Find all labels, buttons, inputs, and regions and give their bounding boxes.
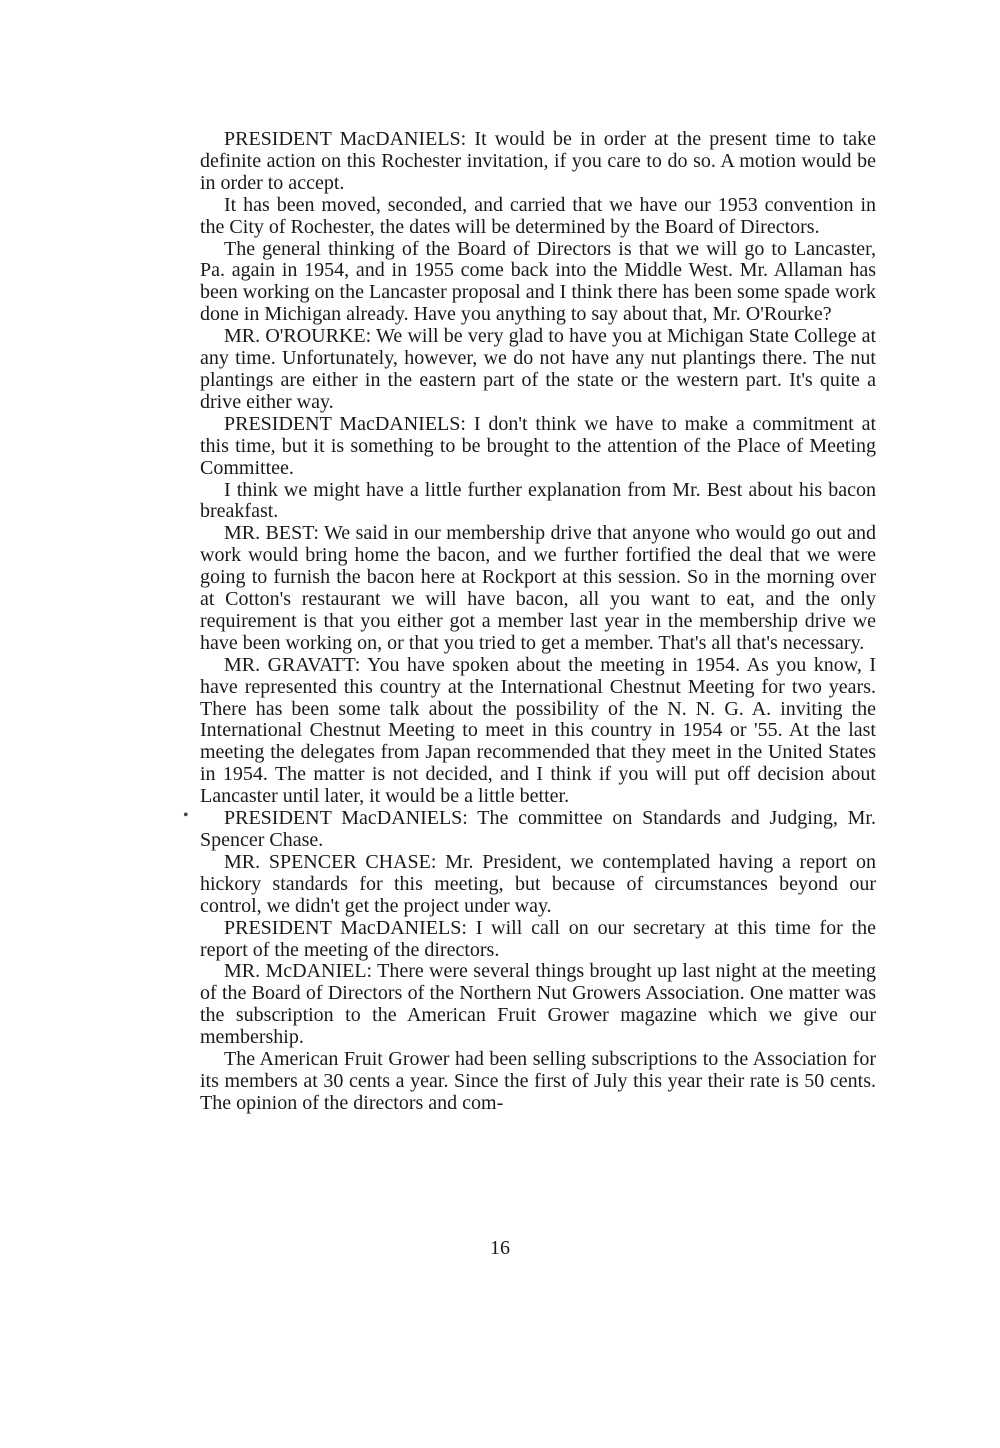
paragraph-best: MR. BEST: We said in our membership drive that anyone who would go out and work would bring home the bacon, and we further fortified the deal that we were going to furnish the bacon here at Rockport at this session. So in the morning over at Cotton's restaurant we will have bacon, all you want to eat, and the only requirement is that you either got a member last year in the membership drive we have been working on, or that you tried to get a member. That's all that's necessary. (200, 522, 876, 654)
paragraph-spencer-chase: MR. SPENCER CHASE: Mr. President, we contemplated having a report on hickory standards for this meeting, but because of circumstances beyond our control, we didn't get the project under way. (200, 850, 876, 917)
paragraph-macdaniels-motion: PRESIDENT MacDANIELS: It would be in order at the present time to take definite action on this Rochester invitation, if you care to do so. A motion would be in order to accept. (200, 128, 876, 194)
paragraph-fruit-grower: The American Fruit Grower had been selling subscriptions to the Association for its members at 30 cents a year. Since the first of July this year their rate is 50 cents. The opinion of the directors and com- (200, 1048, 876, 1114)
paragraph-rochester-convention: It has been moved, seconded, and carried that we have our 1953 convention in the City of Rochester, the dates will be determined by the Board of Directors. (200, 193, 876, 238)
paragraph-bacon-breakfast: I think we might have a little further explanation from Mr. Best about his bacon breakfast. (200, 478, 876, 523)
document-page (200, 129, 876, 1115)
paragraph-standards-committee: PRESIDENT MacDANIELS: The committee on Standards and Judging, Mr. Spencer Chase. (200, 807, 876, 851)
paragraph-macdaniels-commitment: PRESIDENT MacDANIELS: I don't think we have to make a commitment at this time, but it is something to be brought to the attention of the Place of Meeting Committee. (200, 412, 876, 479)
margin-dot-mark: • (183, 807, 189, 824)
page-number: 16 (490, 1237, 510, 1259)
paragraph-mcdaniel: MR. McDANIEL: There were several things brought up last night at the meeting of the Board of Directors of the Northern Nut Growers Association. One matter was the subscription to the American Fruit Grower magazine which we give our membership. (200, 960, 876, 1049)
paragraph-secretary-call: PRESIDENT MacDANIELS: I will call on our secretary at this time for the report of the meeting of the directors. (200, 916, 876, 961)
paragraph-orourke: MR. O'ROURKE: We will be very glad to have you at Michigan State College at any time. Unfortunately, however, we do not have any nut plantings there. The nut plantings are either in the eastern part of the state or the western part. It's quite a drive either way. (200, 325, 876, 413)
paragraph-board-thinking: The general thinking of the Board of Directors is that we will go to Lancaster, Pa. again in 1954, and in 1955 come back into the Middle West. Mr. Allaman has been working on the Lancaster proposal and I think there has been some spade work done in Michigan already. Have you anything to say about that, Mr. O'Rourke? (200, 237, 876, 326)
paragraph-gravatt: MR. GRAVATT: You have spoken about the meeting in 1954. As you know, I have represented this country at the International Chestnut Meeting for two years. There has been some talk about the possibility of the N. N. G. A. inviting the International Chestnut Meeting to meet in this country in 1954 or '55. At the last meeting the delegates from Japan recommended that they meet in the United States in 1954. The matter is not decided, and I think if you will put off decision about Lancaster until later, it would be a little better. (200, 653, 876, 808)
